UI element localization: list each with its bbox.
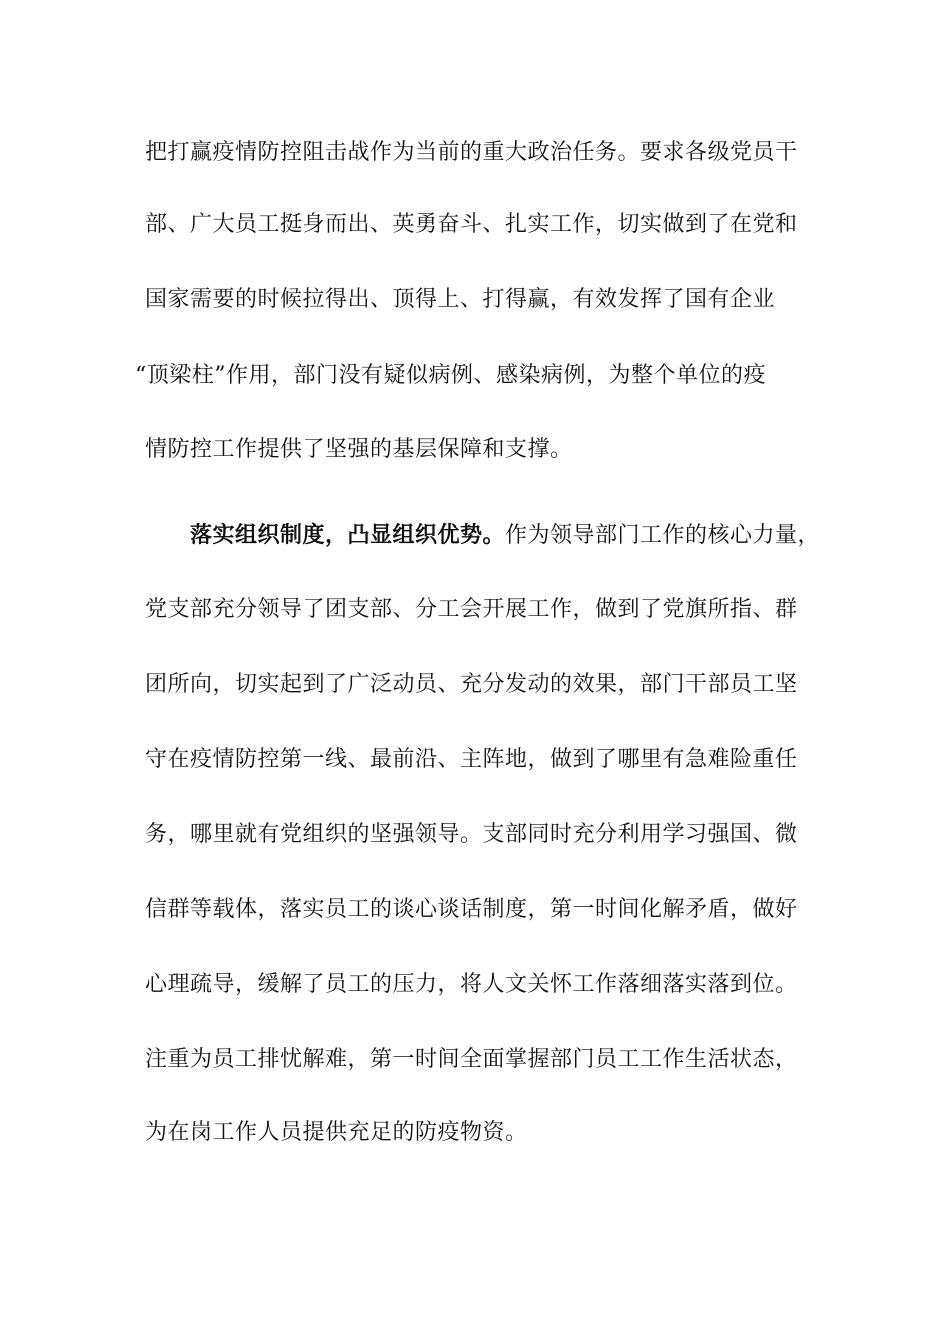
paragraph-2-line-8: 注重为员工排忧解难，第一时间全面掌握部门员工工作生活状态， [145, 1047, 798, 1072]
paragraph-2-first-line-text: 作为领导部门工作的核心力量， [505, 523, 821, 548]
paragraph-2-line-6: 信群等载体，落实员工的谈心谈话制度，第一时间化解矛盾，做好 [145, 897, 798, 922]
paragraph-2-line-1 [190, 520, 870, 551]
paragraph-2-line-5: 务，哪里就有党组织的坚强领导。支部同时充分利用学习强国、微 [145, 822, 798, 847]
paragraph-1-line-5: 情防控工作提供了坚强的基层保障和支撑。 [145, 437, 573, 462]
paragraph-1-line-4: “顶梁柱”作用，部门没有疑似病例、感染病例，为整个单位的疫 [135, 363, 766, 388]
paragraph-1-line-1: 把打赢疫情防控阻击战作为当前的重大政治任务。要求各级党员干 [145, 140, 798, 165]
paragraph-1-line-2: 部、广大员工挺身而出、英勇奋斗、扎实工作，切实做到了在党和 [145, 212, 798, 237]
paragraph-2-line-7: 心理疏导，缓解了员工的压力，将人文关怀工作落细落实落到位。 [145, 972, 798, 997]
paragraph-2-line-3: 团所向，切实起到了广泛动员、充分发动的效果，部门干部员工坚 [145, 672, 798, 697]
paragraph-2-line-4: 守在疫情防控第一线、最前沿、主阵地，做到了哪里有急难险重任 [145, 747, 798, 772]
paragraph-1-line-3: 国家需要的时候拉得出、顶得上、打得赢，有效发挥了国有企业 [145, 287, 776, 312]
paragraph-2-line-9: 为在岗工作人员提供充足的防疫物资。 [145, 1120, 528, 1145]
paragraph-2-line-2: 党支部充分领导了团支部、分工会开展工作，做到了党旗所指、群 [145, 597, 798, 622]
paragraph-2-heading: 落实组织制度，凸显组织优势。 [190, 522, 506, 548]
